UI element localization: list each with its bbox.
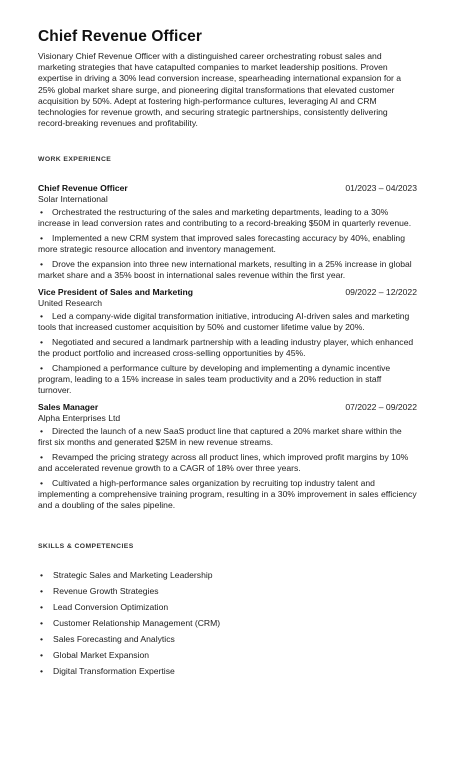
job-entry — [38, 183, 417, 281]
skill-label: Revenue Growth Strategies — [53, 586, 159, 597]
bullet-dot-icon: • — [40, 650, 44, 661]
job-title: Sales Manager — [38, 402, 99, 413]
bullet-point — [38, 259, 417, 281]
skill-label: Digital Transformation Expertise — [53, 666, 175, 677]
job-header — [38, 287, 417, 298]
skills-list — [38, 570, 417, 677]
skill-item — [38, 666, 417, 677]
bullet-dot-icon: • — [40, 337, 44, 348]
bullet-point — [38, 426, 417, 448]
skill-label: Lead Conversion Optimization — [53, 602, 169, 613]
bullet-dot-icon: • — [40, 259, 44, 270]
bullet-dot-icon: • — [40, 233, 44, 244]
bullet-dot-icon: • — [40, 666, 44, 677]
resume-title: Chief Revenue Officer — [38, 28, 203, 45]
skill-label: Customer Relationship Management (CRM) — [53, 618, 221, 629]
professional-summary: Visionary Chief Revenue Officer with a distinguished career orchestrating robust sales and marketing strategies that have catapulted companies to market leadership positions. Proven expertise in driving a 30% lead conversion increase, spearheading international expansion for a 25% global market share surge, and pioneering digital transformations that elevated customer acquisition by 50%. Adept at fostering high-performance cultures, leveraging AI and CRM technologies for revenue growth, and securing strategic partnerships, consistently delivering record-breaking revenues and profitability. — [38, 51, 402, 129]
job-dates: 09/2022 – 12/2022 — [345, 287, 417, 298]
skill-label: Sales Forecasting and Analytics — [53, 634, 175, 645]
skill-item — [38, 586, 417, 597]
job-entry — [38, 287, 417, 396]
company-name: Solar International — [38, 194, 108, 205]
skill-item — [38, 570, 417, 581]
bullet-dot-icon: • — [40, 602, 44, 613]
bullet-dot-icon: • — [40, 452, 44, 463]
bullet-dot-icon: • — [40, 363, 44, 374]
skill-label: Strategic Sales and Marketing Leadership — [53, 570, 213, 581]
skill-item — [38, 602, 417, 613]
bullet-point — [38, 337, 417, 359]
bullet-point — [38, 311, 417, 333]
skills-heading: SKILLS & COMPETENCIES — [38, 543, 134, 551]
bullet-dot-icon: • — [40, 207, 44, 218]
bullet-dot-icon: • — [40, 618, 44, 629]
bullet-dot-icon: • — [40, 586, 44, 597]
job-dates: 01/2023 – 04/2023 — [345, 183, 417, 194]
bullet-dot-icon: • — [40, 426, 44, 437]
job-entry — [38, 402, 417, 511]
bullet-dot-icon: • — [40, 634, 44, 645]
bullet-point — [38, 452, 417, 474]
job-bullets — [38, 426, 417, 511]
work-experience-heading: WORK EXPERIENCE — [38, 156, 112, 164]
bullet-point — [38, 207, 417, 229]
bullet-text: Orchestrated the restructuring of the sales and marketing departments, leading to a 30% increase in lead conversion rates and contributing to a record-breaking $50M in quarterly revenue. — [38, 207, 412, 229]
bullet-dot-icon: • — [40, 311, 44, 322]
job-header — [38, 183, 417, 194]
bullet-text: Cultivated a high-performance sales organization by recruiting top industry talent and implementing a comprehensive training program, resulting in a 30% improvement in sales efficiency and a doubling of the sales pipeline. — [38, 478, 417, 511]
skill-label: Global Market Expansion — [53, 650, 150, 661]
skill-item — [38, 634, 417, 645]
job-title: Vice President of Sales and Marketing — [38, 287, 194, 298]
bullet-dot-icon: • — [40, 570, 44, 581]
company-name: Alpha Enterprises Ltd — [38, 413, 121, 424]
job-dates: 07/2022 – 09/2022 — [345, 402, 417, 413]
skill-item — [38, 618, 417, 629]
job-bullets — [38, 207, 417, 281]
bullet-text: Negotiated and secured a landmark partnership with a leading industry player, which enhanced the product portfolio and increased cross-selling opportunities by 45%. — [38, 337, 414, 359]
bullet-point — [38, 363, 417, 396]
bullet-dot-icon: • — [40, 478, 44, 489]
bullet-text: Revamped the pricing strategy across all product lines, which improved profit margins by 10% and accelerated revenue growth to a CAGR of 18% over three years. — [38, 452, 409, 474]
job-bullets — [38, 311, 417, 396]
bullet-text: Championed a performance culture by developing and implementing a dynamic incentive program, leading to a 15% increase in sales team productivity and a 20% reduction in staff turnover. — [38, 363, 391, 396]
bullet-point — [38, 233, 417, 255]
work-experience-list — [38, 183, 417, 511]
bullet-text: Drove the expansion into three new international markets, resulting in a 25% increase in global market share and a 35% boost in international sales revenue within the first year. — [38, 259, 412, 281]
skill-item — [38, 650, 417, 661]
bullet-text: Led a company-wide digital transformation initiative, introducing AI-driven sales and marketing tools that increased customer acquisition by 50% and customer lifetime value by 20%. — [38, 311, 410, 333]
job-title: Chief Revenue Officer — [38, 183, 128, 194]
bullet-point — [38, 478, 417, 511]
job-header — [38, 402, 417, 413]
company-name: United Research — [38, 298, 103, 309]
bullet-text: Directed the launch of a new SaaS product line that captured a 20% market share within the first six months and generated $25M in new revenue streams. — [38, 426, 402, 448]
bullet-text: Implemented a new CRM system that improved sales forecasting accuracy by 40%, enabling more strategic resource allocation and inventory management. — [38, 233, 405, 255]
